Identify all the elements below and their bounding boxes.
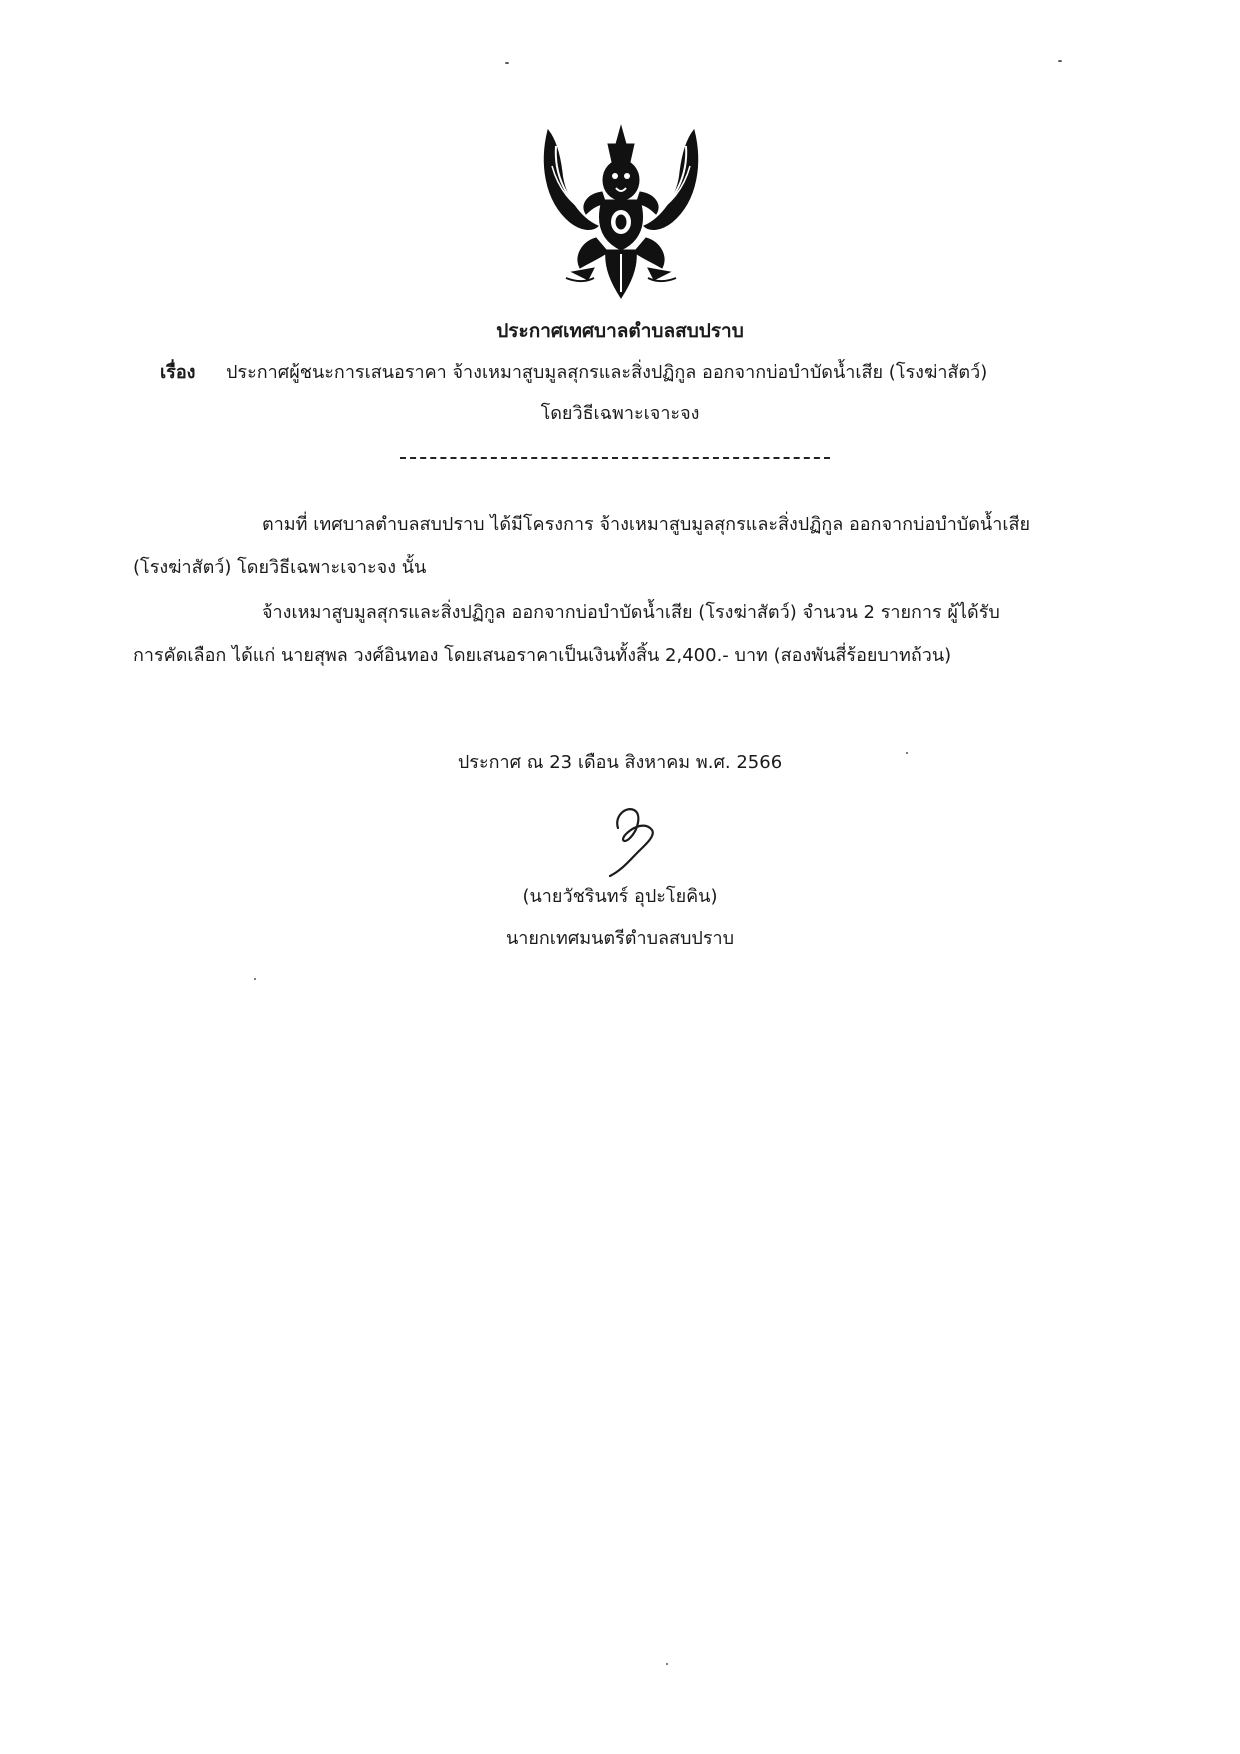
- paragraph-2-line-2: การคัดเลือก ได้แก่ นายสุพล วงศ์อินทอง โดยเสนอราคาเป็นเงินทั้งสิ้น 2,400.- บาท (สองพันสี่ร้อยบาทถ้วน): [133, 645, 952, 666]
- subject-line: [160, 360, 1100, 386]
- scan-speck: [666, 1663, 668, 1665]
- handwritten-signature-icon: [600, 800, 670, 878]
- paragraph-2-line-1: จ้างเหมาสูบมูลสุกรและสิ่งปฏิกูล ออกจากบ่อบำบัดน้ำเสีย (โรงฆ่าสัตว์) จำนวน 2 รายการ ผู้ได้รับ: [262, 602, 1000, 623]
- subject-label: เรื่อง: [160, 362, 196, 383]
- signer-position: นายกเทศมนตรีตำบลสบปราบ: [505, 928, 735, 949]
- subject-text: ประกาศผู้ชนะการเสนอราคา จ้างเหมาสูบมูลสุกรและสิ่งปฏิกูล ออกจากบ่อบำบัดน้ำเสีย (โรงฆ่าสัตว์): [226, 362, 988, 383]
- scan-speck: [1058, 60, 1062, 62]
- divider-line: [400, 457, 830, 459]
- announcement-date: ประกาศ ณ 23 เดือน สิงหาคม พ.ศ. 2566: [457, 752, 783, 773]
- announcement-title: ประกาศเทศบาลตำบลสบปราบ: [496, 320, 744, 342]
- paragraph-1-line-2: (โรงฆ่าสัตว์) โดยวิธีเฉพาะเจาะจง นั้น: [133, 557, 427, 578]
- signer-name: (นายวัชรินทร์ อุปะโยคิน): [522, 886, 718, 907]
- scan-speck: [505, 62, 509, 64]
- garuda-emblem-icon: [536, 122, 706, 308]
- scan-speck: [254, 978, 256, 980]
- subject-text-continued: โดยวิธีเฉพาะเจาะจง: [540, 403, 700, 424]
- paragraph-1-line-1: ตามที่ เทศบาลตำบลสบปราบ ได้มีโครงการ จ้างเหมาสูบมูลสุกรและสิ่งปฏิกูล ออกจากบ่อบำบัดน้ำเสีย: [262, 514, 1031, 535]
